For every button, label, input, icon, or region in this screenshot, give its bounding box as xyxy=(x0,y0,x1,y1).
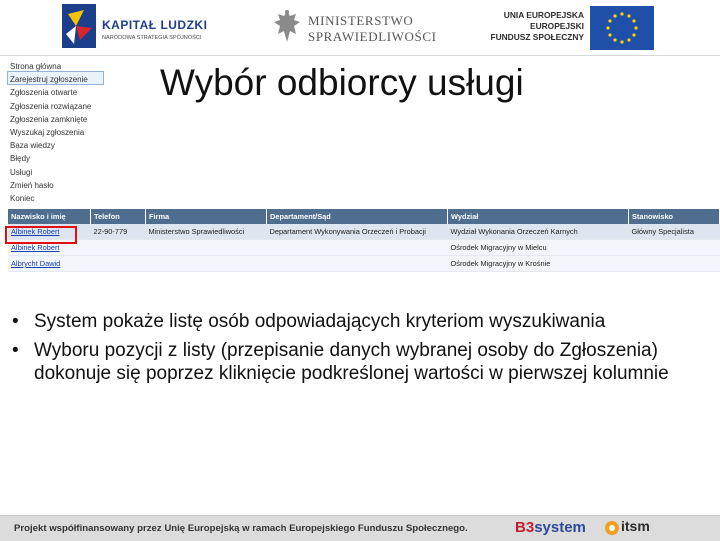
eu-line1: UNIA EUROPEJSKA xyxy=(503,10,584,20)
footer-bar xyxy=(0,515,720,541)
table-cell-division: Wydział Wykonania Orzeczeń Karnych xyxy=(448,224,629,240)
table-cell-department xyxy=(267,256,448,272)
eu-logo xyxy=(486,6,658,50)
bullet-text: System pokaże listę osób odpowiadających kryteriom wyszukiwania xyxy=(34,311,606,332)
sidebar-item-resolved-tickets[interactable]: Zgłoszenia rozwiązane xyxy=(10,101,92,111)
ministry-name-line1: MINISTERSTWO xyxy=(308,13,414,28)
eagle-emblem-icon xyxy=(272,8,302,46)
bullet-item xyxy=(8,339,708,385)
sidebar-item-knowledge-base[interactable]: Baza wiedzy xyxy=(10,141,55,151)
table-cell-division: Ośrodek Migracyjny w Krośnie xyxy=(448,256,629,272)
table-cell-position: Główny Specjalista xyxy=(629,224,720,240)
sidebar-item-home[interactable]: Strona główna xyxy=(10,62,62,71)
column-header-phone[interactable]: Telefon xyxy=(91,209,146,224)
table-cell-position xyxy=(629,256,720,272)
table-cell-company: Ministerstwo Sprawiedliwości xyxy=(146,224,267,240)
bullet-dot-icon: • xyxy=(12,311,19,332)
column-header-company[interactable]: Firma xyxy=(146,209,267,224)
kapital-ludzki-logo xyxy=(62,4,212,50)
select-person-link[interactable]: Albinek Robert xyxy=(11,243,60,252)
sidebar-item-errors[interactable]: Błędy xyxy=(10,154,31,164)
sidebar-item-logout[interactable]: Koniec xyxy=(10,193,35,203)
table-cell-phone: 22-90-779 xyxy=(91,224,146,240)
eu-logo-text xyxy=(486,10,584,43)
sidebar-item-services[interactable]: Usługi xyxy=(10,167,33,177)
table-cell-phone xyxy=(91,256,146,272)
column-header-position[interactable]: Stanowisko xyxy=(629,209,720,224)
results-table xyxy=(8,209,720,272)
sidebar-item-search-tickets[interactable]: Wyszukaj zgłoszenia xyxy=(10,127,85,137)
kapital-ludzki-subtitle: NARODOWA STRATEGIA SPÓJNOŚCI xyxy=(102,35,202,41)
table-cell-position xyxy=(629,240,720,256)
bullet-dot-icon: • xyxy=(12,340,19,361)
column-header-department[interactable]: Departament/Sąd xyxy=(267,209,448,224)
table-cell-phone xyxy=(91,240,146,256)
sidebar-item-change-password[interactable]: Zmień hasło xyxy=(10,180,54,190)
table-cell-company xyxy=(146,256,267,272)
table-row xyxy=(8,224,720,240)
column-header-division[interactable]: Wydział xyxy=(448,209,629,224)
sidebar-nav xyxy=(10,60,130,205)
kapital-ludzki-mark-icon xyxy=(62,4,96,48)
table-row xyxy=(8,256,720,272)
table-cell-department: Departament Wykonywania Orzeczeń i Probacji xyxy=(267,224,448,240)
eu-line3: FUNDUSZ SPOŁECZNY xyxy=(490,32,584,42)
table-row xyxy=(8,240,720,256)
eu-flag-icon xyxy=(590,6,654,50)
table-cell-department xyxy=(267,240,448,256)
ministry-logo xyxy=(272,8,437,48)
b3-suffix: system xyxy=(534,519,586,536)
column-header-name[interactable]: Nazwisko i imię xyxy=(8,209,91,224)
eu-line2: EUROPEJSKI xyxy=(530,21,584,31)
sidebar-item-closed-tickets[interactable]: Zgłoszenia zamknięte xyxy=(10,114,88,124)
ministry-name-line2: SPRAWIEDLIWOŚCI xyxy=(308,29,437,44)
itsm-logo-icon xyxy=(604,520,620,536)
page-title: Wybór odbiorcy usługi xyxy=(160,62,524,103)
sidebar-item-register-ticket[interactable]: Zarejestruj zgłoszenie xyxy=(10,75,88,85)
table-cell-division: Ośrodek Migracyjny w Mielcu xyxy=(448,240,629,256)
sidebar-item-open-tickets[interactable]: Zgłoszenia otwarte xyxy=(10,88,78,98)
highlight-annotation-box xyxy=(5,226,77,244)
itsm-logo-text: itsm xyxy=(621,518,650,534)
select-person-link[interactable]: Albrycht Dawid xyxy=(11,259,61,268)
logo-banner xyxy=(0,0,720,56)
footer-cofinancing-text: Projekt współfinansowany przez Unię Europejską w ramach Europejskiego Funduszu Społecznego. xyxy=(14,523,468,534)
select-person-link[interactable]: Albinek Robert xyxy=(11,227,60,236)
b3-prefix: B3 xyxy=(515,519,535,536)
b3system-logo xyxy=(515,519,586,536)
bullet-text: Wyboru pozycji z listy (przepisanie danych wybranej osoby do Zgłoszenia) dokonuje się poprzez kliknięcie podkreślonej wartości w pierwszej kolumnie xyxy=(34,340,669,384)
kapital-ludzki-title: KAPITAŁ LUDZKI xyxy=(102,18,208,32)
table-header-row xyxy=(8,209,720,224)
table-cell-company xyxy=(146,240,267,256)
bullet-item xyxy=(8,310,708,333)
bullet-list xyxy=(8,310,708,391)
